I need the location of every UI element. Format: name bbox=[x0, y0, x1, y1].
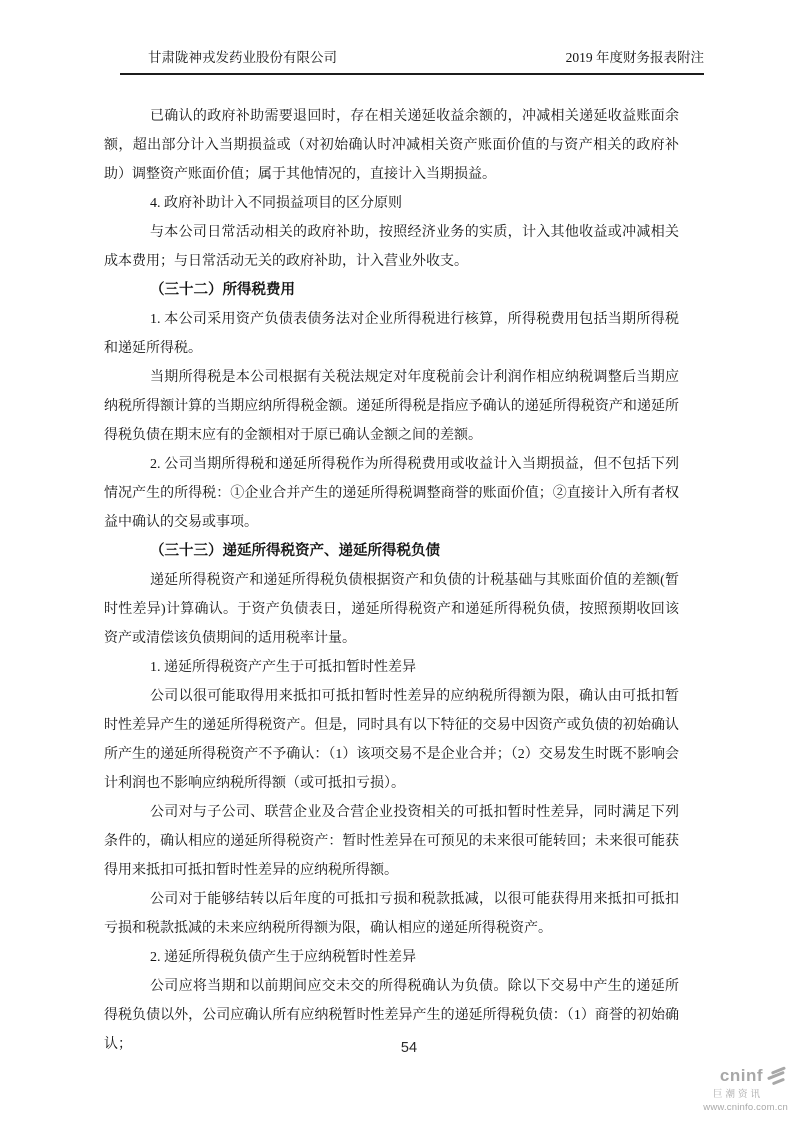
paragraph: 公司对与子公司、联营企业及合营企业投资相关的可抵扣暂时性差异，同时满足下列条件的，确认相应的递延所得税资产：暂时性差异在可预见的未来很可能转回；未来很可能获得用来抵扣可抵扣暂时性差异的应纳税所得额。 bbox=[104, 805, 679, 878]
page-header bbox=[120, 46, 704, 75]
paragraph: 1. 递延所得税资产产生于可抵扣暂时性差异 bbox=[150, 660, 416, 675]
paragraph: 公司以很可能取得用来抵扣可抵扣暂时性差异的应纳税所得额为限，确认由可抵扣暂时性差异产生的递延所得税资产。但是，同时具有以下特征的交易中因资产或负债的初始确认所产生的递延所得税资产不予确认：（1）该项交易不是企业合并；（2）交易发生时既不影响会计利润也不影响应纳税所得额（或可抵扣亏损）。 bbox=[104, 689, 679, 791]
cninfo-logo bbox=[703, 1067, 788, 1113]
cninfo-swirl-icon bbox=[766, 1068, 788, 1085]
page-number: 54 bbox=[400, 1040, 418, 1056]
paragraph: 2. 公司当期所得税和递延所得税作为所得税费用或收益计入当期损益，但不包括下列情况产生的所得税：①企业合并产生的递延所得税调整商誉的账面价值；②直接计入所有者权益中确认的交易或事项。 bbox=[104, 457, 679, 530]
paragraph: 递延所得税资产和递延所得税负债根据资产和负债的计税基础与其账面价值的差额(暂时性差异)计算确认。于资产负债表日，递延所得税资产和递延所得税负债，按照预期收回该资产或清偿该负债期间的适用税率计量。 bbox=[104, 573, 679, 646]
paragraph: 2. 递延所得税负债产生于应纳税暂时性差异 bbox=[150, 950, 416, 965]
paragraph: 与本公司日常活动相关的政府补助，按照经济业务的实质，计入其他收益或冲减相关成本费用；与日常活动无关的政府补助，计入营业外收支。 bbox=[104, 225, 679, 269]
paragraph: 公司应将当期和以前期间应交未交的所得税确认为负债。除以下交易中产生的递延所得税负债以外，公司应确认所有应纳税暂时性差异产生的递延所得税负债：（1）商誉的初始确认； bbox=[104, 979, 679, 1052]
cninfo-brand: cninf bbox=[719, 1066, 763, 1085]
cninfo-name-cn: 巨潮资讯 bbox=[712, 1089, 763, 1100]
paragraph: 公司对于能够结转以后年度的可抵扣亏损和税款抵减，以很可能获得用来抵扣可抵扣亏损和税款抵减的未来应纳税所得额为限，确认相应的递延所得税资产。 bbox=[104, 892, 679, 936]
report-title: 2019 年度财务报表附注 bbox=[565, 50, 704, 65]
paragraph: 4. 政府补助计入不同损益项目的区分原则 bbox=[150, 196, 402, 211]
paragraph: 已确认的政府补助需要退回时，存在相关递延收益余额的，冲减相关递延收益账面余额，超出部分计入当期损益或（对初始确认时冲减相关资产账面价值的与资产相关的政府补助）调整资产账面价值；属于其他情况的，直接计入当期损益。 bbox=[104, 109, 679, 182]
cninfo-url: www.cninfo.com.cn bbox=[703, 1102, 788, 1113]
cninfo-brand-row bbox=[703, 1067, 788, 1085]
paragraph: 1. 本公司采用资产负债表债务法对企业所得税进行核算，所得税费用包括当期所得税和递延所得税。 bbox=[104, 312, 679, 356]
document-body bbox=[104, 102, 679, 1059]
paragraph: 当期所得税是本公司根据有关税法规定对年度税前会计利润作相应纳税调整后当期应纳税所得额计算的当期应纳所得税金额。递延所得税是指应予确认的递延所得税资产和递延所得税负债在期末应有的金额相对于原已确认金额之间的差额。 bbox=[104, 370, 679, 443]
section-heading: （三十二）所得税费用 bbox=[150, 282, 295, 298]
company-name: 甘肃陇神戎发药业股份有限公司 bbox=[148, 50, 337, 65]
section-heading: （三十三）递延所得税资产、递延所得税负债 bbox=[150, 543, 440, 559]
